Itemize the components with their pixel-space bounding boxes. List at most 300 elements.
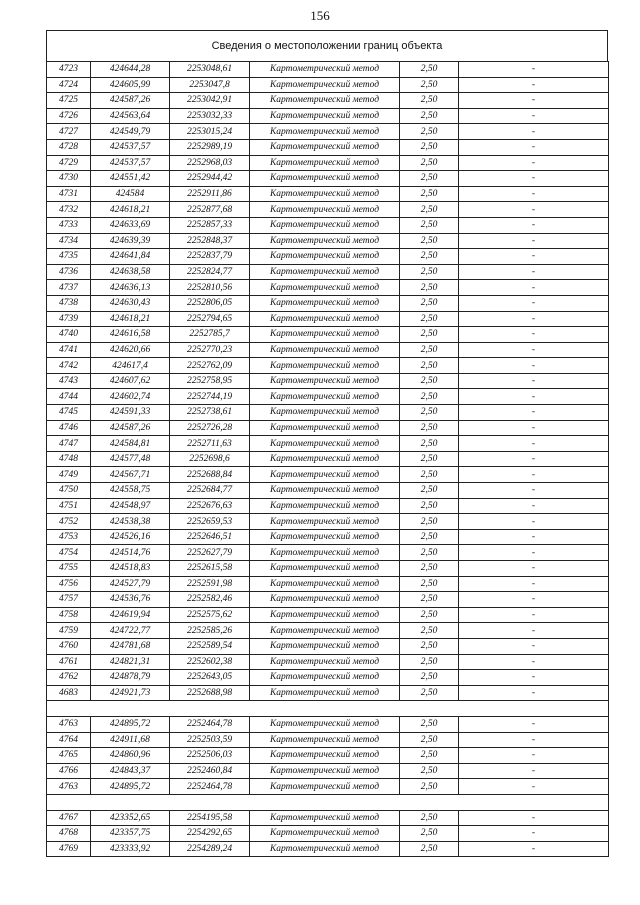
point-number-cell: 4756 [47, 576, 91, 592]
method-cell: Картометрический метод [250, 295, 400, 311]
y-coordinate-cell: 2253047,8 [170, 77, 250, 93]
x-coordinate-cell: 424638,58 [91, 264, 170, 280]
accuracy-cell: 2,50 [400, 171, 459, 187]
description-cell: - [459, 498, 609, 514]
table-row [47, 295, 609, 311]
accuracy-cell: 2,50 [400, 638, 459, 654]
table-row [47, 451, 609, 467]
description-cell: - [459, 186, 609, 202]
description-cell: - [459, 607, 609, 623]
method-cell: Картометрический метод [250, 139, 400, 155]
x-coordinate-cell: 424518,83 [91, 561, 170, 577]
accuracy-cell: 2,50 [400, 732, 459, 748]
method-cell: Картометрический метод [250, 358, 400, 374]
table-row [47, 358, 609, 374]
y-coordinate-cell: 2252615,58 [170, 561, 250, 577]
method-cell: Картометрический метод [250, 436, 400, 452]
accuracy-cell: 2,50 [400, 545, 459, 561]
table-row [47, 280, 609, 296]
accuracy-cell: 2,50 [400, 623, 459, 639]
point-number-cell: 4731 [47, 186, 91, 202]
y-coordinate-cell: 2252770,23 [170, 342, 250, 358]
x-coordinate-cell: 424843,37 [91, 763, 170, 779]
y-coordinate-cell: 2252726,28 [170, 420, 250, 436]
description-cell: - [459, 202, 609, 218]
description-cell: - [459, 62, 609, 78]
point-number-cell: 4724 [47, 77, 91, 93]
point-number-cell: 4753 [47, 529, 91, 545]
y-coordinate-cell: 2252810,56 [170, 280, 250, 296]
point-number-cell: 4738 [47, 295, 91, 311]
method-cell: Картометрический метод [250, 763, 400, 779]
description-cell: - [459, 389, 609, 405]
accuracy-cell: 2,50 [400, 592, 459, 608]
method-cell: Картометрический метод [250, 467, 400, 483]
table-row [47, 467, 609, 483]
point-number-cell: 4751 [47, 498, 91, 514]
accuracy-cell: 2,50 [400, 779, 459, 795]
description-cell: - [459, 654, 609, 670]
x-coordinate-cell: 424781,68 [91, 638, 170, 654]
table-row [47, 108, 609, 124]
table-row [47, 498, 609, 514]
description-cell: - [459, 124, 609, 140]
accuracy-cell: 2,50 [400, 358, 459, 374]
method-cell: Картометрический метод [250, 405, 400, 421]
point-number-cell: 4733 [47, 217, 91, 233]
method-cell: Картометрический метод [250, 810, 400, 826]
method-cell: Картометрический метод [250, 155, 400, 171]
table-row [47, 576, 609, 592]
table-row [47, 389, 609, 405]
table-row [47, 202, 609, 218]
table-row [47, 311, 609, 327]
accuracy-cell: 2,50 [400, 685, 459, 701]
method-cell: Картометрический метод [250, 217, 400, 233]
method-cell: Картометрический метод [250, 607, 400, 623]
point-number-cell: 4736 [47, 264, 91, 280]
table-row [47, 139, 609, 155]
method-cell: Картометрический метод [250, 826, 400, 842]
accuracy-cell: 2,50 [400, 249, 459, 265]
x-coordinate-cell: 424591,33 [91, 405, 170, 421]
y-coordinate-cell: 2253015,24 [170, 124, 250, 140]
y-coordinate-cell: 2252582,46 [170, 592, 250, 608]
x-coordinate-cell: 424537,57 [91, 139, 170, 155]
x-coordinate-cell: 424587,26 [91, 420, 170, 436]
point-number-cell: 4761 [47, 654, 91, 670]
y-coordinate-cell: 2252589,54 [170, 638, 250, 654]
y-coordinate-cell: 2252806,05 [170, 295, 250, 311]
x-coordinate-cell: 424641,84 [91, 249, 170, 265]
method-cell: Картометрический метод [250, 451, 400, 467]
table-row [47, 685, 609, 701]
description-cell: - [459, 295, 609, 311]
point-number-cell: 4743 [47, 373, 91, 389]
accuracy-cell: 2,50 [400, 233, 459, 249]
method-cell: Картометрический метод [250, 576, 400, 592]
accuracy-cell: 2,50 [400, 467, 459, 483]
table-row [47, 592, 609, 608]
point-number-cell: 4767 [47, 810, 91, 826]
description-cell: - [459, 249, 609, 265]
description-cell: - [459, 670, 609, 686]
y-coordinate-cell: 2252744,19 [170, 389, 250, 405]
accuracy-cell: 2,50 [400, 763, 459, 779]
x-coordinate-cell: 423333,92 [91, 841, 170, 857]
x-coordinate-cell: 424538,38 [91, 514, 170, 530]
y-coordinate-cell: 2252711,63 [170, 436, 250, 452]
accuracy-cell: 2,50 [400, 202, 459, 218]
method-cell: Картометрический метод [250, 233, 400, 249]
description-cell: - [459, 748, 609, 764]
y-coordinate-cell: 2252848,37 [170, 233, 250, 249]
point-number-cell: 4749 [47, 467, 91, 483]
accuracy-cell: 2,50 [400, 217, 459, 233]
table-row [47, 483, 609, 499]
table-row [47, 155, 609, 171]
description-cell: - [459, 841, 609, 857]
accuracy-cell: 2,50 [400, 716, 459, 732]
point-number-cell: 4754 [47, 545, 91, 561]
x-coordinate-cell: 424821,31 [91, 654, 170, 670]
point-number-cell: 4735 [47, 249, 91, 265]
y-coordinate-cell: 2252944,42 [170, 171, 250, 187]
y-coordinate-cell: 2252785,7 [170, 327, 250, 343]
method-cell: Картометрический метод [250, 327, 400, 343]
y-coordinate-cell: 2252464,78 [170, 716, 250, 732]
description-cell: - [459, 467, 609, 483]
x-coordinate-cell: 424639,39 [91, 233, 170, 249]
description-cell: - [459, 77, 609, 93]
accuracy-cell: 2,50 [400, 389, 459, 405]
y-coordinate-cell: 2252824,77 [170, 264, 250, 280]
method-cell: Картометрический метод [250, 623, 400, 639]
point-number-cell: 4729 [47, 155, 91, 171]
y-coordinate-cell: 2253032,33 [170, 108, 250, 124]
point-number-cell: 4683 [47, 685, 91, 701]
description-cell: - [459, 405, 609, 421]
method-cell: Картометрический метод [250, 202, 400, 218]
description-cell: - [459, 826, 609, 842]
x-coordinate-cell: 424617,4 [91, 358, 170, 374]
description-cell: - [459, 810, 609, 826]
table-row [47, 93, 609, 109]
description-cell: - [459, 155, 609, 171]
method-cell: Картометрический метод [250, 77, 400, 93]
method-cell: Картометрический метод [250, 108, 400, 124]
table-row [47, 171, 609, 187]
description-cell: - [459, 623, 609, 639]
description-cell: - [459, 311, 609, 327]
description-cell: - [459, 763, 609, 779]
y-coordinate-cell: 2252460,84 [170, 763, 250, 779]
point-number-cell: 4760 [47, 638, 91, 654]
accuracy-cell: 2,50 [400, 826, 459, 842]
y-coordinate-cell: 2252758,95 [170, 373, 250, 389]
method-cell: Картометрический метод [250, 638, 400, 654]
method-cell: Картометрический метод [250, 62, 400, 78]
description-cell: - [459, 779, 609, 795]
x-coordinate-cell: 424618,21 [91, 202, 170, 218]
table-row [47, 77, 609, 93]
method-cell: Картометрический метод [250, 670, 400, 686]
description-cell: - [459, 108, 609, 124]
y-coordinate-cell: 2252968,03 [170, 155, 250, 171]
point-number-cell: 4725 [47, 93, 91, 109]
x-coordinate-cell: 424526,16 [91, 529, 170, 545]
table-title: Сведения о местоположении границ объекта [46, 30, 608, 61]
point-number-cell: 4755 [47, 561, 91, 577]
table-row [47, 716, 609, 732]
table-row [47, 545, 609, 561]
accuracy-cell: 2,50 [400, 62, 459, 78]
point-number-cell: 4740 [47, 327, 91, 343]
method-cell: Картометрический метод [250, 483, 400, 499]
method-cell: Картометрический метод [250, 124, 400, 140]
point-number-cell: 4757 [47, 592, 91, 608]
x-coordinate-cell: 424514,76 [91, 545, 170, 561]
y-coordinate-cell: 2252506,03 [170, 748, 250, 764]
method-cell: Картометрический метод [250, 342, 400, 358]
y-coordinate-cell: 2252646,51 [170, 529, 250, 545]
description-cell: - [459, 93, 609, 109]
table-row [47, 249, 609, 265]
x-coordinate-cell: 424644,28 [91, 62, 170, 78]
x-coordinate-cell: 424536,76 [91, 592, 170, 608]
y-coordinate-cell: 2254292,65 [170, 826, 250, 842]
table-row [47, 826, 609, 842]
description-cell: - [459, 327, 609, 343]
x-coordinate-cell: 424558,75 [91, 483, 170, 499]
point-number-cell: 4727 [47, 124, 91, 140]
accuracy-cell: 2,50 [400, 607, 459, 623]
table-row [47, 124, 609, 140]
description-cell: - [459, 592, 609, 608]
point-number-cell: 4746 [47, 420, 91, 436]
y-coordinate-cell: 2254289,24 [170, 841, 250, 857]
accuracy-cell: 2,50 [400, 810, 459, 826]
description-cell: - [459, 529, 609, 545]
x-coordinate-cell: 424577,48 [91, 451, 170, 467]
accuracy-cell: 2,50 [400, 108, 459, 124]
table-row [47, 748, 609, 764]
table-row [47, 405, 609, 421]
y-coordinate-cell: 2252877,68 [170, 202, 250, 218]
separator-row [47, 794, 609, 810]
y-coordinate-cell: 2252676,63 [170, 498, 250, 514]
table-row [47, 670, 609, 686]
y-coordinate-cell: 2253042,91 [170, 93, 250, 109]
point-number-cell: 4730 [47, 171, 91, 187]
table-row [47, 763, 609, 779]
point-number-cell: 4750 [47, 483, 91, 499]
x-coordinate-cell: 424548,97 [91, 498, 170, 514]
x-coordinate-cell: 424537,57 [91, 155, 170, 171]
description-cell: - [459, 545, 609, 561]
accuracy-cell: 2,50 [400, 420, 459, 436]
point-number-cell: 4747 [47, 436, 91, 452]
table-row [47, 779, 609, 795]
point-number-cell: 4764 [47, 732, 91, 748]
method-cell: Картометрический метод [250, 514, 400, 530]
point-number-cell: 4737 [47, 280, 91, 296]
description-cell: - [459, 171, 609, 187]
accuracy-cell: 2,50 [400, 327, 459, 343]
table-row [47, 420, 609, 436]
table-row [47, 732, 609, 748]
method-cell: Картометрический метод [250, 264, 400, 280]
description-cell: - [459, 514, 609, 530]
point-number-cell: 4766 [47, 763, 91, 779]
accuracy-cell: 2,50 [400, 124, 459, 140]
x-coordinate-cell: 424616,58 [91, 327, 170, 343]
table-row [47, 342, 609, 358]
x-coordinate-cell: 424895,72 [91, 716, 170, 732]
boundary-table-frame [46, 30, 608, 857]
point-number-cell: 4726 [47, 108, 91, 124]
description-cell: - [459, 451, 609, 467]
table-row [47, 62, 609, 78]
accuracy-cell: 2,50 [400, 529, 459, 545]
method-cell: Картометрический метод [250, 186, 400, 202]
y-coordinate-cell: 2252575,62 [170, 607, 250, 623]
point-number-cell: 4769 [47, 841, 91, 857]
y-coordinate-cell: 2252989,19 [170, 139, 250, 155]
description-cell: - [459, 280, 609, 296]
method-cell: Картометрический метод [250, 716, 400, 732]
accuracy-cell: 2,50 [400, 155, 459, 171]
accuracy-cell: 2,50 [400, 264, 459, 280]
accuracy-cell: 2,50 [400, 748, 459, 764]
x-coordinate-cell: 424567,71 [91, 467, 170, 483]
description-cell: - [459, 483, 609, 499]
y-coordinate-cell: 2252688,98 [170, 685, 250, 701]
method-cell: Картометрический метод [250, 311, 400, 327]
table-row [47, 264, 609, 280]
accuracy-cell: 2,50 [400, 514, 459, 530]
point-number-cell: 4762 [47, 670, 91, 686]
description-cell: - [459, 217, 609, 233]
x-coordinate-cell: 424607,62 [91, 373, 170, 389]
separator-row [47, 701, 609, 717]
x-coordinate-cell: 424587,26 [91, 93, 170, 109]
point-number-cell: 4741 [47, 342, 91, 358]
accuracy-cell: 2,50 [400, 77, 459, 93]
x-coordinate-cell: 424584 [91, 186, 170, 202]
table-row [47, 436, 609, 452]
point-number-cell: 4739 [47, 311, 91, 327]
x-coordinate-cell: 424895,72 [91, 779, 170, 795]
description-cell: - [459, 638, 609, 654]
point-number-cell: 4732 [47, 202, 91, 218]
x-coordinate-cell: 424527,79 [91, 576, 170, 592]
point-number-cell: 4723 [47, 62, 91, 78]
description-cell: - [459, 561, 609, 577]
y-coordinate-cell: 2254195,58 [170, 810, 250, 826]
table-row [47, 841, 609, 857]
description-cell: - [459, 732, 609, 748]
table-row [47, 373, 609, 389]
table-row [47, 186, 609, 202]
table-row [47, 561, 609, 577]
accuracy-cell: 2,50 [400, 311, 459, 327]
x-coordinate-cell: 424620,66 [91, 342, 170, 358]
y-coordinate-cell: 2252585,26 [170, 623, 250, 639]
point-number-cell: 4742 [47, 358, 91, 374]
table-row [47, 623, 609, 639]
point-number-cell: 4728 [47, 139, 91, 155]
accuracy-cell: 2,50 [400, 139, 459, 155]
accuracy-cell: 2,50 [400, 373, 459, 389]
method-cell: Картометрический метод [250, 498, 400, 514]
table-row [47, 327, 609, 343]
method-cell: Картометрический метод [250, 389, 400, 405]
y-coordinate-cell: 2252857,33 [170, 217, 250, 233]
description-cell: - [459, 420, 609, 436]
table-row [47, 529, 609, 545]
description-cell: - [459, 233, 609, 249]
x-coordinate-cell: 424618,21 [91, 311, 170, 327]
x-coordinate-cell: 424636,13 [91, 280, 170, 296]
method-cell: Картометрический метод [250, 654, 400, 670]
y-coordinate-cell: 2252503,59 [170, 732, 250, 748]
method-cell: Картометрический метод [250, 748, 400, 764]
point-number-cell: 4744 [47, 389, 91, 405]
accuracy-cell: 2,50 [400, 93, 459, 109]
page-number: 156 [310, 8, 330, 23]
accuracy-cell: 2,50 [400, 561, 459, 577]
y-coordinate-cell: 2252643,05 [170, 670, 250, 686]
method-cell: Картометрический метод [250, 171, 400, 187]
x-coordinate-cell: 424619,94 [91, 607, 170, 623]
table-row [47, 217, 609, 233]
method-cell: Картометрический метод [250, 529, 400, 545]
y-coordinate-cell: 2252591,98 [170, 576, 250, 592]
accuracy-cell: 2,50 [400, 405, 459, 421]
accuracy-cell: 2,50 [400, 654, 459, 670]
x-coordinate-cell: 424551,42 [91, 171, 170, 187]
table-row [47, 654, 609, 670]
accuracy-cell: 2,50 [400, 186, 459, 202]
y-coordinate-cell: 2252602,38 [170, 654, 250, 670]
y-coordinate-cell: 2252627,79 [170, 545, 250, 561]
accuracy-cell: 2,50 [400, 280, 459, 296]
x-coordinate-cell: 424633,69 [91, 217, 170, 233]
accuracy-cell: 2,50 [400, 841, 459, 857]
x-coordinate-cell: 424630,43 [91, 295, 170, 311]
method-cell: Картометрический метод [250, 420, 400, 436]
y-coordinate-cell: 2252464,78 [170, 779, 250, 795]
point-number-cell: 4763 [47, 716, 91, 732]
method-cell: Картометрический метод [250, 93, 400, 109]
y-coordinate-cell: 2252659,53 [170, 514, 250, 530]
method-cell: Картометрический метод [250, 779, 400, 795]
y-coordinate-cell: 2252688,84 [170, 467, 250, 483]
table-row [47, 638, 609, 654]
accuracy-cell: 2,50 [400, 576, 459, 592]
y-coordinate-cell: 2252698,6 [170, 451, 250, 467]
accuracy-cell: 2,50 [400, 498, 459, 514]
method-cell: Картометрический метод [250, 732, 400, 748]
y-coordinate-cell: 2252837,79 [170, 249, 250, 265]
accuracy-cell: 2,50 [400, 483, 459, 499]
y-coordinate-cell: 2253048,61 [170, 62, 250, 78]
y-coordinate-cell: 2252911,86 [170, 186, 250, 202]
point-number-cell: 4768 [47, 826, 91, 842]
point-number-cell: 4752 [47, 514, 91, 530]
method-cell: Картометрический метод [250, 841, 400, 857]
